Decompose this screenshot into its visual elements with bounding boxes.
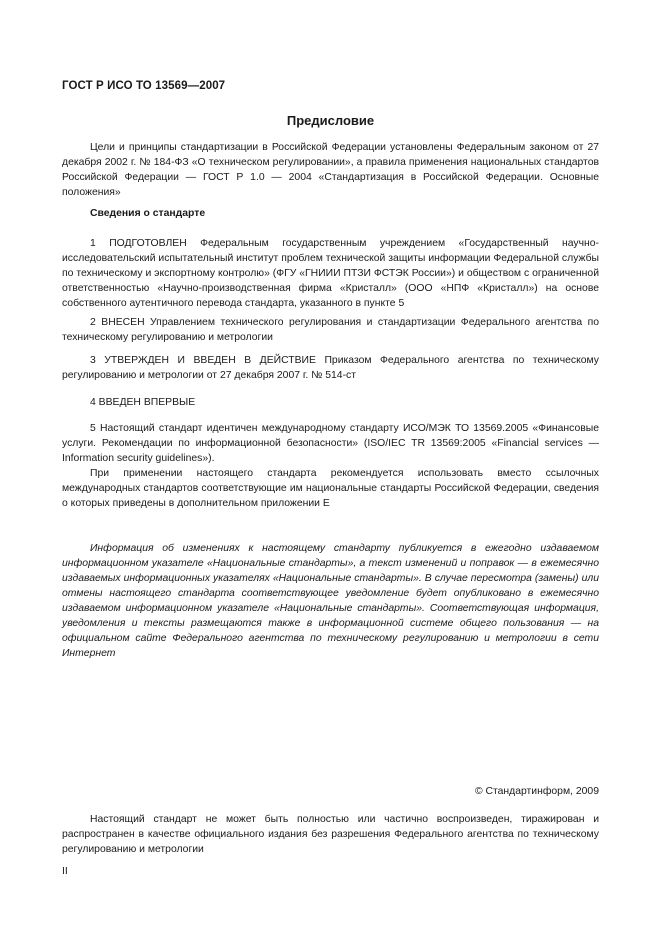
- item-5-text: 5 Настоящий стандарт идентичен международному стандарту ИСО/МЭК ТО 13569.2005 «Финансовые услуги. Рекомендации по информационной безопасности» (ISO/IEC TR 13569:2005 «Financial services — Information security guidelines»).: [62, 423, 599, 464]
- item-2: [62, 315, 599, 345]
- notice-text: Информация об изменениях к настоящему стандарту публикуется в ежегодно издаваемом информационном указателе «Национальные стандарты», а текст изменений и поправок — в ежемесячно издаваемых информационных указателях «Национальные стандарты». В случае пересмотра (замены) или отмены настоящего стандарта соответствующее уведомление будет опубликовано в ежемесячно издаваемом информационном указателе «Национальные стандарты». Соответствующая информация, уведомления и тексты размещаются также в информационной системе общего пользования — на официальном сайте Федерального агентства по техническому регулированию и метрологии в сети Интернет: [62, 543, 599, 659]
- item-1: [62, 236, 599, 311]
- info-heading: Сведения о стандарте: [90, 208, 206, 219]
- document-header: ГОСТ Р ИСО ТО 13569—2007: [62, 80, 226, 92]
- item-5b-text: При применении настоящего стандарта рекомендуется использовать вместо ссылочных международных стандартов соответствующие им национальные стандарты Российской Федерации, сведения о которых приведены в дополнительном приложении Е: [62, 468, 599, 509]
- item-5: [62, 421, 599, 511]
- item-2-text: 2 ВНЕСЕН Управлением технического регулирования и стандартизации Федерального агентства по техническому регулированию и метрологии: [62, 317, 599, 343]
- item-4: [62, 395, 599, 410]
- intro-text: Цели и принципы стандартизации в Российской Федерации установлены Федеральным законом от 27 декабря 2002 г. № 184-ФЗ «О техническом регулировании», а правила применения национальных стандартов Российской Федерации — ГОСТ Р 1.0 — 2004 «Стандартизация в Российской Федерации. Основные положения»: [62, 142, 599, 198]
- reproduction-text: Настоящий стандарт не может быть полностью или частично воспроизведен, тиражирован и распространен в качестве официального издания без разрешения Федерального агентства по техническому регулированию и метрологии: [62, 814, 599, 855]
- item-3-text: 3 УТВЕРЖДЕН И ВВЕДЕН В ДЕЙСТВИЕ Приказом Федерального агентства по техническому регулированию и метрологии от 27 декабря 2007 г. № 514-ст: [62, 355, 599, 381]
- item-4-text: 4 ВВЕДЕН ВПЕРВЫЕ: [90, 397, 196, 408]
- item-3: [62, 353, 599, 383]
- item-1-text: 1 ПОДГОТОВЛЕН Федеральным государственным учреждением «Государственный научно-исследовательский испытательный институт проблем технической защиты информации Федеральной службы по техническому и экспортному контролю» (ФГУ «ГНИИИ ПТЗИ ФСТЭК России») и обществом с ограниченной ответственностью «Научно-производственная фирма «Кристалл» (ООО «НПФ «Кристалл») на основе собственного аутентичного перевода стандарта, указанного в пункте 5: [62, 238, 599, 309]
- page-title: [0, 113, 661, 128]
- notice-paragraph: [62, 541, 599, 661]
- reproduction-notice: [62, 812, 599, 857]
- page-title-text: Предисловие: [286, 113, 375, 128]
- intro-paragraph: [62, 140, 599, 200]
- page-number: II: [62, 866, 68, 877]
- copyright: © Стандартинформ, 2009: [474, 786, 599, 797]
